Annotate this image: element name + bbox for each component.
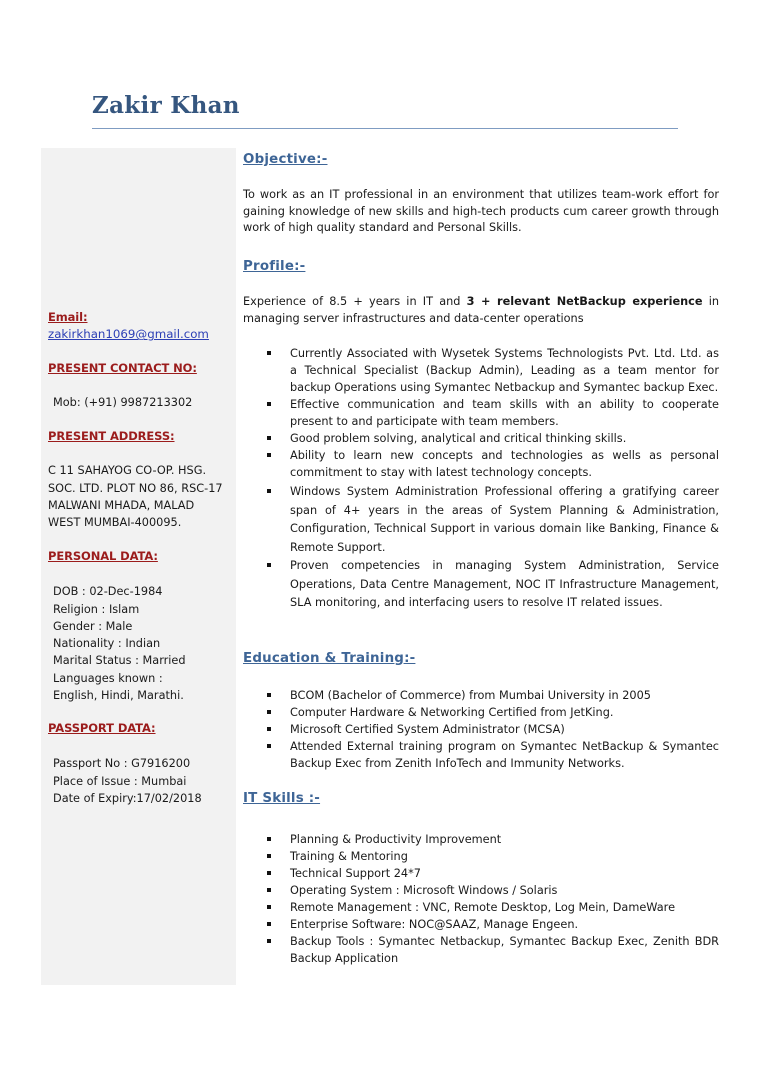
list-item-text: Training & Mentoring [290, 850, 408, 863]
list-item [243, 447, 719, 481]
bullet-square-icon [267, 727, 271, 731]
list-item-text: Effective communication and team skills with an ability to cooperate present to and participate with team members. [290, 398, 719, 428]
list-item [243, 396, 719, 430]
bullet-square-icon [267, 888, 271, 892]
list-item [243, 345, 719, 396]
list-item-text: Currently Associated with Wysetek Systems Technologists Pvt. Ltd. Ltd. as a Technical Specialist (Backup Admin), Leading as a team mentor for backup Operations using Symantec Netbackup and Symantec backup Exec. [290, 347, 719, 394]
address-line: C 11 SAHAYOG CO-OP. HSG. [48, 464, 207, 478]
address-label: PRESENT ADDRESS: [48, 429, 175, 443]
list-item-text: Attended External training program on Symantec NetBackup & Symantec Backup Exec from Zenith InfoTech and Immunity Networks. [290, 740, 719, 770]
list-item [243, 882, 719, 899]
bullet-square-icon [267, 939, 271, 943]
passport-place: Place of Issue : Mumbai [53, 774, 187, 788]
list-item-text: Backup Tools : Symantec Netbackup, Symantec Backup Exec, Zenith BDR Backup Application [290, 935, 719, 965]
bullet-square-icon [267, 402, 271, 406]
bullet-square-icon [267, 744, 271, 748]
personal-gender: Gender : Male [53, 619, 133, 633]
list-item-text: Windows System Administration Professional offering a gratifying career span of 4+ years in the areas of System Planning & Administration, Configuration, Technical Support in various domain like Banking, Finance & Remote Support. [290, 485, 719, 554]
bullet-square-icon [267, 854, 271, 858]
profile-bullets [243, 345, 719, 481]
bullet-square-icon [267, 453, 271, 457]
list-item [243, 933, 719, 967]
address-line: WEST MUMBAI-400095. [48, 516, 182, 530]
list-item [243, 721, 719, 738]
list-item [243, 430, 719, 447]
list-item-text: Proven competencies in managing System Administration, Service Operations, Data Centre Management, NOC IT Infrastructure Management, SLA monitoring, and interfacing users to resolve IT related issues. [290, 559, 719, 609]
bullet-square-icon [267, 489, 271, 493]
personal-languages: English, Hindi, Marathi. [53, 689, 184, 703]
personal-dob: DOB : 02-Dec-1984 [53, 585, 163, 599]
passport-label: PASSPORT DATA: [48, 721, 156, 735]
list-item [243, 831, 719, 848]
profile-bullets-continued [243, 483, 719, 613]
email-label: Email: [48, 310, 88, 324]
list-item [243, 899, 719, 916]
bullet-square-icon [267, 905, 271, 909]
contact-mobile: Mob: (+91) 9987213302 [53, 396, 193, 410]
name-divider [92, 128, 678, 129]
list-item-text: Planning & Productivity Improvement [290, 833, 502, 846]
list-item-text: BCOM (Bachelor of Commerce) from Mumbai University in 2005 [290, 689, 651, 702]
objective-heading: Objective:- [243, 152, 328, 167]
address-line: SOC. LTD. PLOT NO 86, RSC-17 [48, 481, 223, 495]
bullet-square-icon [267, 710, 271, 714]
passport-expiry: Date of Expiry:17/02/2018 [53, 791, 202, 805]
list-item-text: Ability to learn new concepts and technologies as wells as personal commitment to stay with latest technology concepts. [290, 449, 719, 479]
contact-label: PRESENT CONTACT NO: [48, 361, 197, 375]
bullet-square-icon [267, 693, 271, 697]
it-skills-heading: IT Skills :- [243, 791, 321, 806]
contact-block [48, 360, 233, 412]
address-block [48, 428, 233, 531]
list-item [243, 848, 719, 865]
bullet-square-icon [267, 563, 271, 567]
bullet-square-icon [267, 871, 271, 875]
address-line: MALWANI MHADA, MALAD [48, 498, 195, 512]
list-item-text: Good problem solving, analytical and critical thinking skills. [290, 432, 627, 445]
personal-label: PERSONAL DATA: [48, 549, 158, 563]
profile-intro-text-end: in managing server infrastructures and data-center operations [243, 295, 720, 325]
list-item-text: Microsoft Certified System Administrator (MCSA) [290, 723, 565, 736]
list-item-text: Remote Management : VNC, Remote Desktop, Log Mein, DameWare [290, 901, 676, 914]
list-item-text: Operating System : Microsoft Windows / Solaris [290, 884, 558, 897]
personal-languages-label: Languages known : [53, 671, 163, 685]
profile-heading: Profile:- [243, 259, 306, 274]
list-item [243, 738, 719, 772]
education-bullets [243, 687, 719, 772]
sidebar-panel [41, 148, 236, 985]
profile-intro [243, 294, 719, 327]
objective-text: To work as an IT professional in an environment that utilizes team-work effort for gaining knowledge of new skills and high-tech products cum career growth through work of high quality standard and Personal Skills. [243, 188, 719, 234]
list-item [243, 916, 719, 933]
list-item [243, 865, 719, 882]
passport-block [48, 720, 233, 807]
bullet-square-icon [267, 351, 271, 355]
personal-religion: Religion : Islam [53, 602, 140, 616]
bullet-square-icon [267, 436, 271, 440]
list-item-text: Technical Support 24*7 [290, 867, 421, 880]
personal-block [48, 548, 233, 704]
bullet-square-icon [267, 922, 271, 926]
profile-intro-highlight: 3 + relevant NetBackup experience [466, 295, 703, 308]
profile-intro-text: Experience of 8.5 + years in IT and [243, 295, 467, 308]
list-item-text: Computer Hardware & Networking Certified from JetKing. [290, 706, 614, 719]
email-block [48, 309, 233, 344]
candidate-name: Zakir Khan [92, 92, 240, 119]
email-link[interactable]: zakirkhan1069@gmail.com [48, 327, 209, 342]
education-heading: Education & Training:- [243, 651, 416, 666]
list-item [243, 687, 719, 704]
list-item [243, 483, 719, 557]
list-item-text: Enterprise Software: NOC@SAAZ, Manage Engeen. [290, 918, 579, 931]
personal-nationality: Nationality : Indian [53, 637, 161, 651]
bullet-square-icon [267, 837, 271, 841]
it-skills-bullets [243, 831, 719, 967]
list-item [243, 704, 719, 721]
passport-number: Passport No : G7916200 [53, 757, 191, 771]
list-item [243, 557, 719, 613]
personal-marital-status: Marital Status : Married [53, 654, 186, 668]
